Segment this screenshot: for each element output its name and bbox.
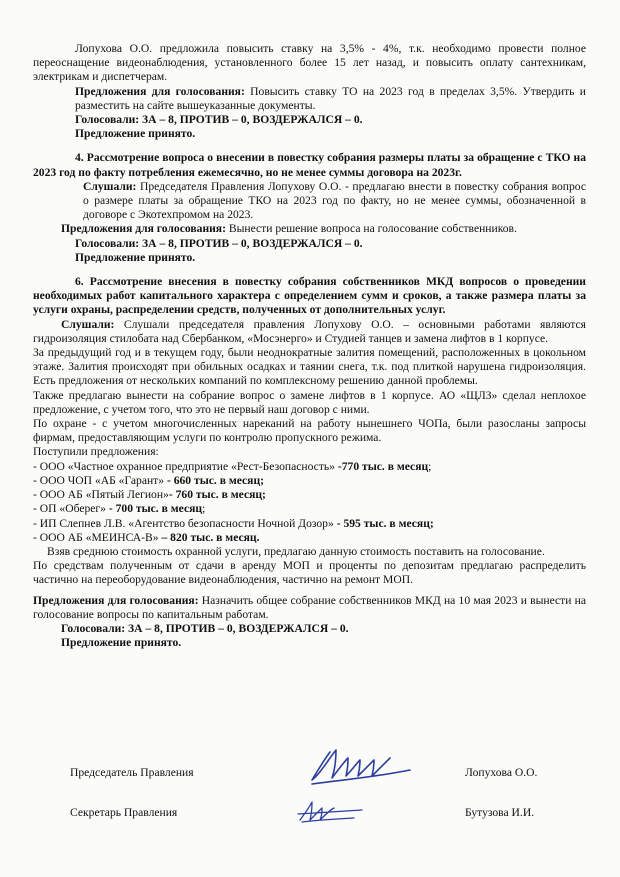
chair-title: Председатель Правления: [70, 766, 194, 779]
offer-item: - ООО ЧОП «АБ «Гарант» - 660 тыс. в месяц;: [33, 473, 264, 487]
heard-text: Председателя Правления Лопухову О.О. - предлагаю внести в повестку собрания вопрос о размере платы за обращение ТКО на 2023 год по факту, но не менее суммы, обозначенной в договоре с Экотехпромом на 2023.: [83, 179, 586, 222]
heard-paragraph-4: [33, 180, 586, 223]
offer-item: - ООО АБ «МЕИНСА-В» – 820 тыс. в месяц.: [33, 530, 260, 544]
voting-proposal-4: [33, 222, 586, 236]
accepted-note-6: Предложение принято.: [61, 636, 182, 650]
paragraph-elevators: Также предлагаю вынести на собрание вопрос о замене лифтов в 1 корпусе. АО «ЩЛЗ» сделал неплохое предложение, с учетом того, что это не первый наш договор с ними.: [33, 388, 586, 416]
offer-price: – 820 тыс. в месяц.: [161, 530, 260, 544]
offer-price: - 760 тыс. в месяц;: [168, 488, 266, 502]
offer-price: - 660 тыс. в месяц;: [166, 473, 264, 487]
offer-price: -770 тыс. в месяц: [337, 459, 429, 473]
accepted-note-4: Предложение принято.: [75, 250, 196, 264]
voting-proposal-label: Предложения для голосования:: [61, 222, 226, 236]
paragraph-flooding: За предыдущий год и в текущем году, были неоднократные залития помещений, расположенных в цокольном этаже. Залития происходят при обильных осадках и таянии снега, т.к. под плиткой нарушена гидроизоляция. Есть предложения от нескольких компаний по комплексному решению данной проблемы.: [33, 346, 586, 388]
heard-paragraph-6: [33, 318, 586, 346]
voting-proposal-label: Предложения для голосования:: [33, 593, 199, 607]
offer-item: - ООО АБ «Пятый Легион»- 760 тыс. в месяц;: [33, 488, 266, 502]
document-body: [33, 42, 586, 650]
section-heading-6: 6. Рассмотрение внесения в повестку собрания собственников МКД вопросов о проведении необходимых работ капитального характера с определением сумм и сроков, а также размера платы за услуги охраны, распределении средств, полученных от дополнительных услуг.: [33, 275, 586, 317]
voting-proposal-label: Предложения для голосования:: [75, 84, 245, 98]
offers-title: Поступили предложения:: [33, 445, 159, 459]
offer-item: - ИП Слепнев Л.В. «Агентство безопасности Ночной Дозор» - 595 тыс. в месяц;: [33, 516, 434, 530]
paragraph-average-cost: Взяв среднюю стоимость охранной услуги, предлагаю данную стоимость поставить на голосование.: [47, 544, 545, 558]
vote-result: Голосовали: ЗА – 8, ПРОТИВ – 0, ВОЗДЕРЖАЛСЯ – 0.: [75, 113, 363, 127]
heard-label: Слушали:: [61, 317, 115, 331]
accepted-note: Предложение принято.: [75, 127, 196, 141]
voting-proposal-text: Назначить общее собрание собственников МКД на 10 мая 2023 и вынести на голосование вопросы по капитальным работам.: [33, 593, 587, 621]
offer-item: - ОП «Оберег» - 700 тыс. в месяц;: [33, 502, 206, 516]
heard-label: Слушали:: [83, 179, 137, 193]
chair-name: Лопухова О.О.: [465, 766, 538, 779]
voting-proposal-text: Вынести решение вопроса на голосование собственников.: [225, 222, 517, 236]
paragraph-security: По охране - с учетом многочисленных нареканий на работу нынешнего ЧОПа, были разосланы запросы фирмам, предоставляющим услуги по контролю пропускного режима.: [33, 417, 586, 445]
secretary-title: Секретарь Правления: [70, 806, 178, 819]
secretary-signature: [292, 798, 372, 828]
voting-proposal: [33, 85, 586, 113]
vote-result-6: Голосовали: ЗА – 8, ПРОТИВ – 0, ВОЗДЕРЖАЛСЯ – 0.: [61, 621, 349, 635]
paragraph-funds: По средствам полученным от сдачи в аренду МОП и проценты по депозитам предлагаю распределить частично на переоборудование видеонаблюдения, частично на ремонт МОП.: [33, 559, 586, 587]
heard-text: Слушали председателя правления Лопухову О.О. – основными работами являются гидроизоляция стилобата над Сбербанком, «Мосэнерго» и Студией танцев и замена лифтов в 1 корпусе.: [33, 317, 586, 345]
vote-result-4: Голосовали: ЗА – 8, ПРОТИВ – 0, ВОЗДЕРЖАЛСЯ – 0.: [75, 236, 363, 250]
offer-price: - 595 тыс. в месяц;: [336, 516, 434, 530]
secretary-name: Бутузова И.И.: [465, 806, 535, 819]
paragraph-proposal-rate: Лопухова О.О. предложила повысить ставку на 3,5% - 4%, т.к. необходимо провести полное переоснащение видеонаблюдения, установленного более 15 лет назад, и повысить оплату сантехникам, электрикам и диспетчерам.: [33, 42, 586, 84]
voting-proposal-text: Повысить ставку ТО на 2023 год в пределах 3,5%. Утвердить и разместить на сайте вышеуказанные документы.: [75, 84, 586, 112]
offer-item: - ООО «Частное охранное предприятие «Рест-Безопасность» -770 тыс. в месяц;: [33, 459, 432, 473]
voting-proposal-6: [33, 594, 586, 622]
section-heading-4: 4. Рассмотрение вопроса о внесении в повестку собрания размеры платы за обращение с ТКО на 2023 год по факту потребления ежемесячно, но не менее суммы договора на 2023г.: [33, 151, 586, 179]
offers-list: [33, 460, 586, 545]
chair-signature: [300, 740, 420, 790]
offer-price: - 700 тыс. в месяц: [108, 502, 203, 516]
